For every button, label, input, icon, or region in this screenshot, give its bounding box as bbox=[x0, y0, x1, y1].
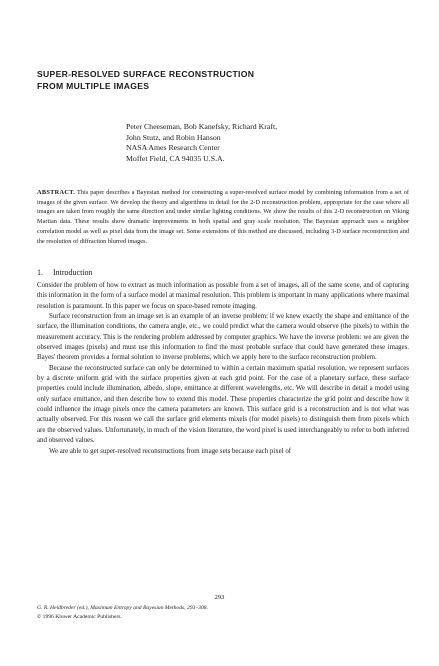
paragraph: Because the reconstructed surface can only be determined to within a certain maximum spatial resolution, we represent surfaces by a discrete uniform grid with the surface properties given at each grid point. For the case of a planetary surface, these surface properties could include illumination, albedo, slope, emittance at different wavelengths, etc. We will describe in detail a model using only surface emittance, and then describe how to extend this model. These properties characterize the grid point and describe how it could influence the image pixels once the camera parameters are known. This surface grid is a reconstruction and is not what was actually observed. For this reason we call the surface grid elements mixels (for model pixels) to distinguish them from pixels which are the observed values. Unfortunately, in much of the vision literature, the word pixel is used interchangeably to refer to both inferred and observed values. bbox=[37, 364, 409, 445]
paragraph: Surface reconstruction from an image set is an example of an inverse problem: if we knew exactly the shape and emittance of the surface, the illumination conditions, the camera angle, etc., we could predict what the camera would observe (the pixels) to within the measurement accuracy. This is the rendering problem addressed by computer graphics. We have the inverse problem: we are given the observed images (pixels) and must use this information to find the most probable surface that could have generated these images. Bayes' theorem provides a formal solution to inverse problems, which we apply here to the surface reconstruction problem. bbox=[37, 313, 409, 362]
page-number: 293 bbox=[214, 594, 225, 601]
paper-title bbox=[37, 68, 254, 92]
paragraph: We are able to get super-resolved reconstructions from image sets because each pixel of bbox=[49, 447, 292, 455]
author-line-1: Peter Cheeseman, Bob Kanefsky, Richard Kraft, bbox=[126, 122, 278, 131]
title-line-2: FROM MULTIPLE IMAGES bbox=[37, 81, 150, 91]
footer-copyright: © 1996 Kluwer Academic Publishers. bbox=[37, 613, 122, 620]
footer-citation: G. R. Heidbreder (ed.), Maximum Entropy and Bayesian Methods, 293–308. bbox=[37, 605, 208, 611]
author-block bbox=[126, 122, 277, 164]
abstract-text: This paper describes a Bayesian method for constructing a super-resolved surface model by combining information from a set of images of the given surface. We develop the theory and algorithms in detail for the 2-D reconstruction problem, appropriate for the case where all images are taken from roughly the same direction and under similar lighting conditions. We show the results of this 2-D reconstruction on Viking Martian data. These results show dramatic improvements in both spatial and gray scale resolution. The Bayesian approach uses a neighbor correlation model as well as pixel data from the image set. Some extensions of this method are discussed, including 3-D surface reconstruction and the resolution of diffraction blurred images. bbox=[37, 189, 409, 245]
body-text bbox=[37, 281, 409, 457]
affiliation-line: NASA Ames Research Center bbox=[126, 143, 220, 153]
abstract-label: ABSTRACT. bbox=[37, 189, 76, 196]
title-line-1: SUPER-RESOLVED SURFACE RECONSTRUCTION bbox=[37, 69, 255, 79]
paragraph: Consider the problem of how to extract as much information as possible from a set of images, all of the same scene, and of capturing this information in the form of a surface model at maximal resolution. This problem is important in many applications where maximal resolution is paramount. In this paper we focus on space-based remote imaging. bbox=[37, 282, 409, 310]
section-title: Introduction bbox=[53, 268, 93, 277]
section-heading bbox=[37, 268, 93, 278]
address-line: Moffet Field, CA 94035 U.S.A. bbox=[126, 153, 225, 163]
footer bbox=[37, 604, 208, 621]
abstract bbox=[37, 188, 409, 246]
author-line-2: John Stutz, and Robin Hanson bbox=[126, 132, 221, 142]
section-number: 1. bbox=[37, 268, 43, 277]
